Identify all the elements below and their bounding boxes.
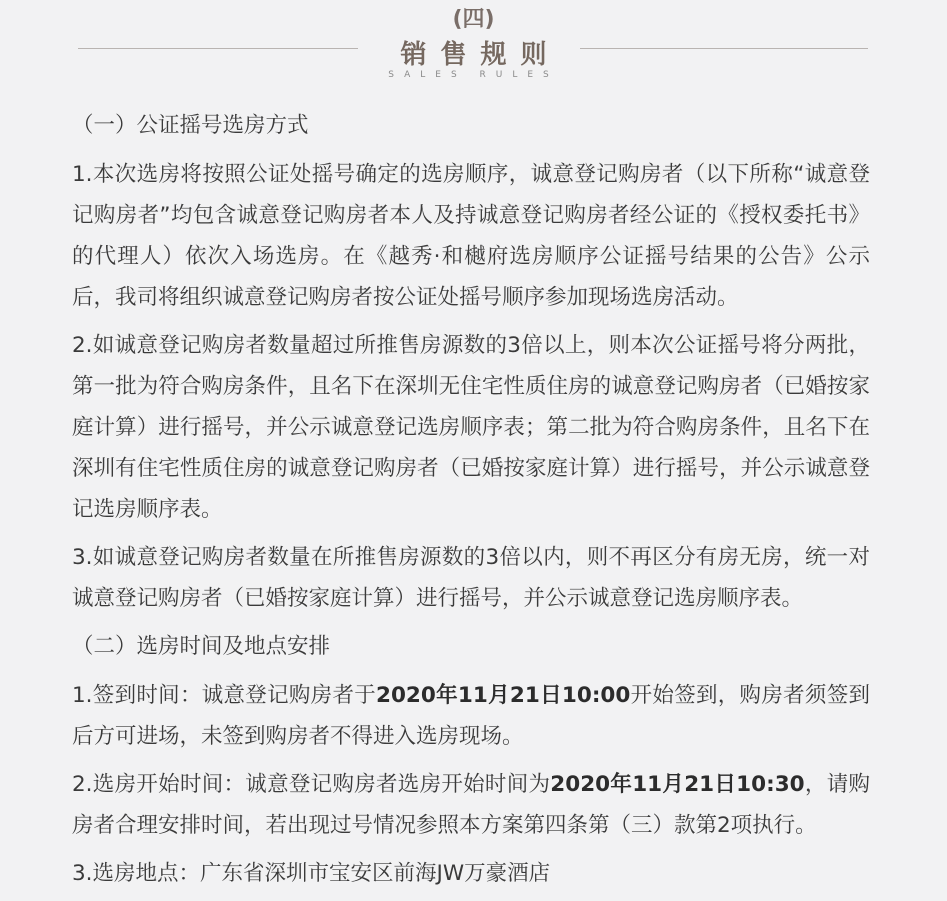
paragraph [72, 325, 870, 530]
text-segment: 2.选房开始时间：诚意登记购房者选房开始时间为 [72, 772, 551, 797]
divider-right [580, 48, 868, 49]
text-segment: 开始签到，购房者须签到后方可进场，未签到购房者不得进入选房现场。 [72, 683, 870, 749]
paragraph [72, 537, 870, 619]
text-segment: 1.签到时间：诚意登记购房者于 [72, 683, 377, 708]
text-segment: 3.如诚意登记购房者数量在所推售房源数的3倍以内，则不再区分有房无房，统一对诚意登记购房者（已婚按家庭计算）进行摇号，并公示诚意登记选房顺序表。 [72, 545, 870, 611]
highlighted-datetime: 2020年11月21日10:00 [376, 683, 631, 708]
highlighted-datetime: 2020年11月21日10:30 [550, 772, 805, 797]
text-segment: 2.如诚意登记购房者数量超过所推售房源数的3倍以上，则本次公证摇号将分两批，第一批为符合购房条件，且名下在深圳无住宅性质住房的诚意登记购房者（已婚按家庭计算）进行摇号，并公示诚意登记选房顺序表；第二批为符合购房条件，且名下在深圳有住宅性质住房的诚意登记购房者（已婚按家庭计算）进行摇号，并公示诚意登记选房顺序表。 [72, 333, 870, 522]
text-segment: 3.选房地点：广东省深圳市宝安区前海JW万豪酒店 [72, 861, 551, 886]
document-body [72, 105, 870, 901]
section-header [0, 0, 947, 90]
text-segment: 1.本次选房将按照公证处摇号确定的选房顺序，诚意登记购房者（以下所称“诚意登记购房者”均包含诚意登记购房者本人及持诚意登记购房者经公证的《授权委托书》的代理人）依次入场选房。在《越秀·和樾府选房顺序公证摇号结果的公告》公示后，我司将组织诚意登记购房者按公证处摇号顺序参加现场选房活动。 [72, 162, 870, 310]
paragraph [72, 675, 870, 757]
section-number: (四) [452, 7, 495, 32]
text-segment: （二）选房时间及地点安排 [72, 634, 331, 659]
subsection-heading [72, 626, 870, 667]
paragraph [72, 154, 870, 318]
paragraph [72, 764, 870, 846]
paragraph [72, 853, 870, 894]
subsection-heading [72, 105, 870, 146]
text-segment: ，请购房者合理安排时间，若出现过号情况参照本方案第四条第（三）款第2项执行。 [72, 772, 870, 838]
section-subtitle: SALES RULES [388, 70, 559, 80]
section-title: 销售规则 [400, 40, 561, 70]
text-segment: （一）公证摇号选房方式 [72, 113, 309, 138]
